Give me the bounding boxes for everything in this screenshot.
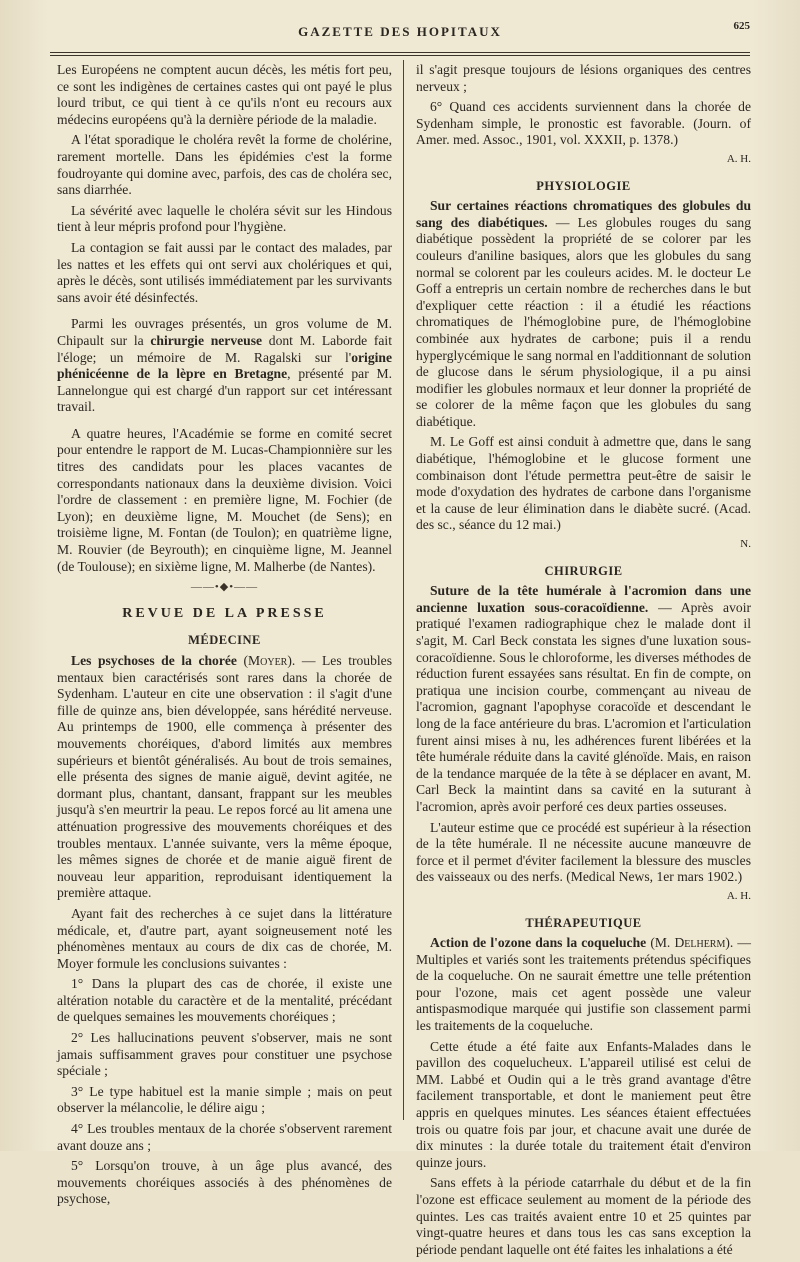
page-header bbox=[50, 18, 750, 50]
paragraph: M. Le Goff est ainsi conduit à admettre que, dans le sang diabétique, l'hémoglobine et le glucose forment une combinaison dont l'étude permettra peut-être de saisir le mode d'oxydation des hydrates de carbone dans l'organisme et la cause de leur élimination dans le diabète sucré. (Acad. des sc., séance du 12 mai.) bbox=[416, 434, 751, 533]
section-heading-physiologie: PHYSIOLOGIE bbox=[536, 178, 631, 193]
article-title: Suture de la tête humérale à l'acromion dans une ancienne luxation sous-coracoïdienne. bbox=[416, 583, 751, 615]
paragraph: A quatre heures, l'Académie se forme en comité secret pour entendre le rapport de M. Lucas-Championnière sur les titres des candidats pour les places vacantes de correspondants nationaux dans la deuxième division. Voici l'ordre de classement : en première ligne, M. Fochier (de Lyon); en deuxième ligne, M. Mouchet (de Sens); en troisième ligne, M. Fontan (de Toulon); en quatrième ligne, M. Rouvier (de Beyrouth); en cinquième ligne, M. Jeannel (de Toulouse); en sixième ligne, M. Malherbe (de Nantes). bbox=[57, 425, 392, 574]
header-rule-top bbox=[50, 52, 750, 53]
left-column bbox=[57, 62, 392, 1212]
article-author: (Moyer). bbox=[243, 653, 296, 668]
paragraph: Ayant fait des recherches à ce sujet dans la littérature médicale, et, d'autre part, ayant soigneusement noté les phénomènes mentaux au cours de dix cas de chorée, M. Moyer formule les conclusions suivantes : bbox=[57, 905, 392, 971]
article-text: — Multiples et variés sont les traitements prétendus spécifiques de la coqueluche. On ne saurait émettre une telle prétention pour l'ozone, mais cet agent possède une valeur antispasmodique marquée qui justifie son classement parmi les traitements de la coqueluche. bbox=[416, 935, 752, 1034]
article-text: — Après avoir pratiqué l'examen radiographique chez le malade dont il s'agit, M. Carl Beck constata les signes d'une luxation sous-coracoïdienne. Sous le chloroforme, les diverses méthodes de réduction furent essayées sans résultat. En fin de compte, on pratiqua une incision courbe, commençant au niveau de l'acromion, gagnant l'apophyse coracoïde et descendant le long de la face antérieure du bras. L'acromion et l'articulation furent ainsi mises à nu, les adhérences furent libérées et la tête humérale réduite dans la cavité glénoïde. Mais, en raison de la tendance marquée de la tête à se déplacer en avant, M. Carl Beck la maintint dans sa cavité en la suturant à l'acromion, après avoir perforé ces deux parties osseuses. bbox=[416, 599, 751, 814]
article-ozone bbox=[416, 935, 751, 1035]
paragraph: A l'état sporadique le choléra revêt la forme de cholérine, rarement mortelle. Dans les épidémies c'est la forme foudroyante qui domine avec, parfois, des cas de choléra sec, sans diarrhée. bbox=[57, 132, 392, 198]
ornament-divider: ——•◆•—— bbox=[190, 581, 259, 594]
article-text: — Les troubles mentaux bien caractérisés sont rares dans la chorée de Sydenham. L'auteur en cite une observation : il s'agit d'une fille de quinze ans, bien développée, sans hérédité nerveuse. Au printemps de 1900, elle commença à présenter des mouvements choréiques, d'abord limités aux membres supérieurs et bientôt généralisés. Au bout de trois semaines, elle présenta des signes de manie aiguë, devint agitée, ne dormant plus, chantant, dansant, frappant sur les meubles jusqu'à s'en meurtrir la peau. Le repos forcé au lit amena une atténuation progressive des mouvements choréiques et des troubles mentaux. L'année suivante, vers la même époque, les mêmes signes de chorée et de manie aiguë firent de nouveau leur apparition, reproduisant identiquement la première attaque. bbox=[57, 653, 392, 901]
page-number: 625 bbox=[733, 20, 750, 32]
paragraph: La sévérité avec laquelle le choléra sévit sur les Hindous tient à leur mépris profond pour l'hygiène. bbox=[57, 202, 392, 235]
article-title: Action de l'ozone dans la coqueluche bbox=[430, 935, 647, 951]
text-run: dont M. Laborde fait l'éloge; un mémoire de M. Ragalski sur l' bbox=[57, 332, 392, 365]
text-run-bold: origine phénicéenne de la lèpre en Bretagne bbox=[57, 349, 392, 382]
section-heading-chirurgie: CHIRURGIE bbox=[544, 563, 623, 578]
text-run: Parmi les ouvrages présentés, un gros volume de M. Chipault sur la bbox=[57, 316, 392, 348]
journal-title: GAZETTE DES HOPITAUX bbox=[298, 24, 502, 39]
text-run: , présenté par M. Lannelongue qui est chargé d'un rapport sur cet intéressant travail. bbox=[57, 366, 392, 415]
conclusion-item: 1° Dans la plupart des cas de chorée, il existe une altération notable du caractère et de la mentalité, précédant de quelques semaines les mouvements choréiques ; bbox=[57, 976, 392, 1025]
conclusion-item: 2° Les hallucinations peuvent s'observer, mais ne sont jamais suffisamment graves pour constituer une psychose spéciale ; bbox=[57, 1030, 392, 1079]
paragraph: Sans effets à la période catarrhale du début et de la fin l'ozone est efficace seulement au moment de la période des quintes. Les cas traités avaient entre 10 et 25 quintes par vingt-quatre heures et dans tous les cas sans exception la période pendant laquelle ont été faites les inhalations a été bbox=[416, 1175, 751, 1257]
article-title: Les psychoses de la chorée bbox=[71, 653, 237, 668]
paragraph: 6° Quand ces accidents surviennent dans la chorée de Sydenham simple, le pronostic est favorable. (Journ. of Amer. med. Assoc., 1901, vol. XXXII, p. 1378.) bbox=[416, 99, 751, 148]
conclusion-item: 4° Les troubles mentaux de la chorée s'observent rarement avant douze ans ; bbox=[57, 1121, 392, 1153]
right-column bbox=[416, 62, 751, 1262]
conclusion-item: 5° Lorsqu'on trouve, à un âge plus avancé, des mouvements choréiques associés à des phénomènes de psychose, bbox=[57, 1158, 392, 1207]
section-heading-medecine: MÉDECINE bbox=[188, 633, 261, 648]
article-title: Sur certaines réactions chromatiques des globules du sang des diabétiques. bbox=[416, 198, 751, 230]
paragraph: La contagion se fait aussi par le contact des malades, par les nattes et les effets qui ont servi aux cholériques et qui, après le décès, sont utilisés immédiatement par les survivants sans avoir été désinfectés. bbox=[57, 239, 392, 305]
paragraph: L'auteur estime que ce procédé est supérieur à la résection de la tête humérale. Il ne nécessite aucune manœuvre de force et il permet d'éviter facilement la blessure des muscles des vaisseaux ou des nerfs. (Medical News, 1er mars 1902.) bbox=[416, 819, 751, 885]
author-initials: A. H. bbox=[726, 889, 751, 902]
header-rule-bottom bbox=[50, 55, 750, 56]
paragraph: Cette étude a été faite aux Enfants-Malades dans le pavillon des coqueluchеux. L'appareil utilisé est celui de MM. Labbé et Oudin qui a le très grand avantage d'être facilement transportable, et dont le maniement peut être appris en quelques minutes. Les séances étaient effectuées trois ou quatre fois par jour, et chacune avait une durée de dix minutes : la durée totale du traitement était d'environ quinze jours. bbox=[416, 1038, 751, 1170]
article-text: — Les globules rouges du sang diabétique possèdent la propriété de se colorer par les couleurs d'aniline basiques, alors que les globules du sang normal se colorent par les couleurs acides. M. le docteur Le Goff a entrepris un certain nombre de recherches dans le but d'expliquer cette réaction : il a étudié les réactions chromatiques de l'hémoglobine pure, de l'hémoglobine combinée aux hydrates de carbone; puis il a rendu hyperglycémique le sang normal en l'additionnant de solution de glucose dans le sérum physiologique, il a pu ainsi modifier les globules normaux et leur donner la propriété de se colorer de la même façon que les globules du sang diabétique. bbox=[416, 214, 751, 429]
section-heading-therapeutique: THÉRAPEUTIQUE bbox=[525, 915, 642, 930]
conclusion-item: 3° Le type habituel est la manie simple ; mais on peut observer la mélancolie, le délire aigu ; bbox=[57, 1083, 392, 1116]
article-reactions bbox=[416, 198, 751, 430]
article-suture bbox=[416, 583, 751, 815]
author-initials: N. bbox=[740, 538, 751, 551]
column-divider bbox=[403, 60, 404, 1120]
paragraph-ouvrages bbox=[57, 316, 392, 416]
section-heading-revue: REVUE DE LA PRESSE bbox=[122, 605, 327, 621]
author-initials: A. H. bbox=[726, 152, 751, 165]
article-psychoses bbox=[57, 653, 392, 902]
article-author: (M. Delherm). bbox=[650, 935, 734, 951]
paragraph: Les Européens ne comptent aucun décès, les métis fort peu, ce sont les indigènes de certaines castes qui ont payé le plus lourd tribut, ce qui tient à ce qu'ils n'ont eu recours aux médecins européens qu'à la dernière période de la maladie. bbox=[57, 62, 392, 127]
paragraph: il s'agit presque toujours de lésions organiques des centres nerveux ; bbox=[416, 62, 751, 94]
text-run-bold: chirurgie nerveuse bbox=[150, 332, 263, 348]
